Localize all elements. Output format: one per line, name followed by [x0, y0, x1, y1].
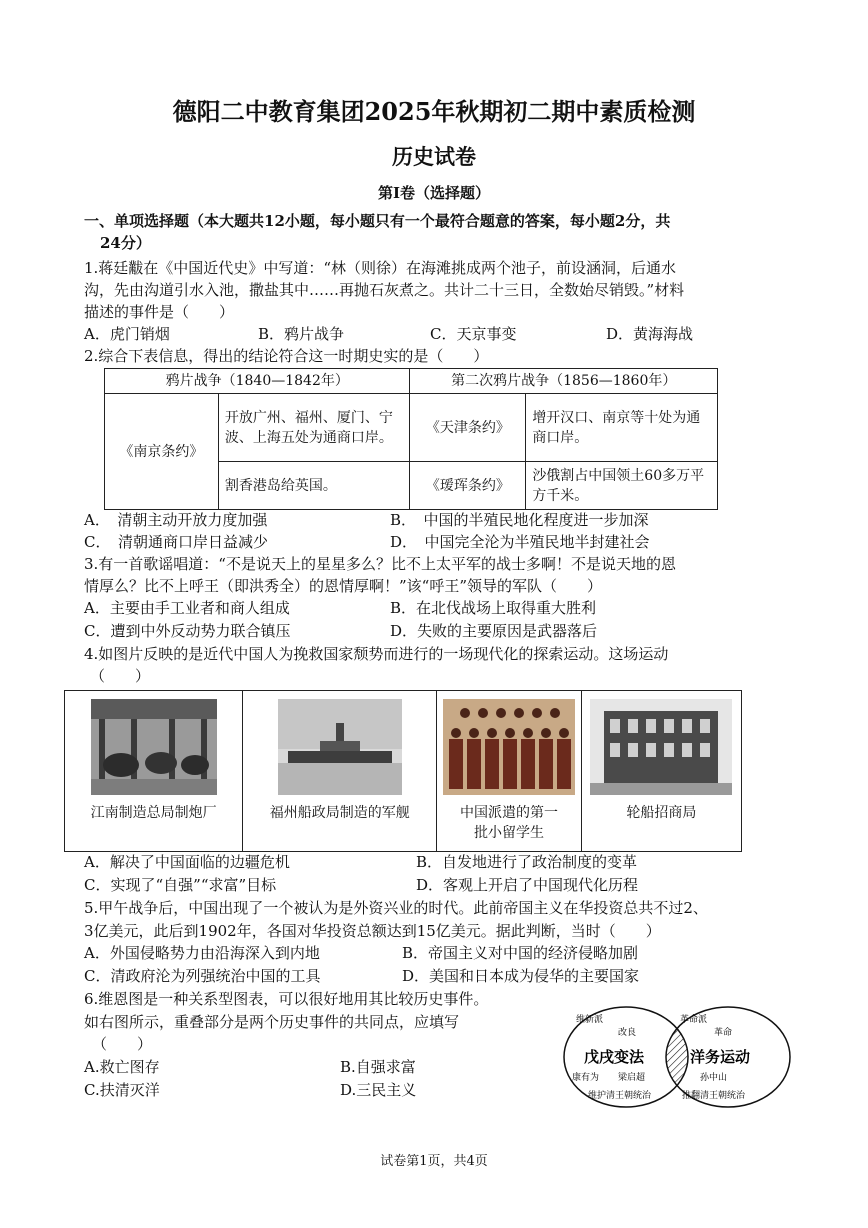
venn-left-label-4: 梁启超 — [618, 1073, 646, 1083]
q6-option-c: C.扶清灭洋 — [84, 1081, 160, 1099]
page-footer: 试卷第1页，共4页 — [380, 1154, 488, 1169]
q2-option-a: A． 清朝主动开放力度加强 — [84, 511, 268, 529]
treaty-table — [104, 368, 718, 510]
warship-photo — [278, 699, 402, 795]
venn-right-label-4: 推翻清王朝统治 — [682, 1091, 746, 1101]
q6-line2: 如右图所示，重叠部分是两个历史事件的共同点，应填写 — [84, 1013, 460, 1031]
q1-line1: 1.蒋廷黻在《中国近代史》中写道：“林（则徐）在海滩挑成两个池子，前设涵洞，后通水 — [84, 259, 676, 277]
exam-title: 德阳二中教育集团2025年秋期初二期中素质检测 — [172, 97, 696, 126]
q5-option-b: B．帝国主义对中国的经济侵略加剧 — [402, 944, 639, 962]
venn-left-label-2: 改良 — [618, 1028, 637, 1038]
q3-option-c: C．遭到中外反动势力联合镇压 — [84, 622, 291, 640]
caption-students: 中国派遣的第一批小留学生 — [460, 805, 559, 841]
photo-students — [437, 691, 581, 851]
q5-option-c: C．清政府沦为列强统治中国的工具 — [84, 967, 321, 985]
q6-line1: 6.维恩图是一种关系型图表，可以很好地用其比较历史事件。 — [84, 990, 489, 1008]
table-head-left: 鸦片战争（1840—1842年） — [105, 369, 410, 394]
venn-right-label-2: 革命 — [714, 1028, 733, 1038]
venn-left-label-5: 维护清王朝统治 — [588, 1091, 652, 1101]
treaty-aigun-territory: 沙俄割占中国领土60多万平方千米。 — [526, 462, 718, 510]
building-photo — [590, 699, 732, 795]
treaty-aigun: 《瑷珲条约》 — [410, 462, 526, 510]
q4-option-d: D．客观上开启了中国现代化历程 — [416, 876, 639, 894]
q3-option-d: D．失败的主要原因是武器落后 — [390, 622, 598, 640]
photo-jiangnan-arsenal — [65, 691, 243, 851]
q2-option-c: C． 清朝通商口岸日益减少 — [84, 533, 268, 551]
venn-diagram — [562, 1004, 792, 1110]
caption-fuzhou: 福州船政局制造的军舰 — [269, 805, 410, 821]
exam-subtitle: 历史试卷 — [392, 144, 476, 169]
treaty-tianjin: 《天津条约》 — [410, 394, 526, 462]
treaty-nanjing: 《南京条约》 — [105, 394, 219, 510]
q1-option-d: D．黄海海战 — [606, 325, 694, 343]
students-photo — [443, 699, 575, 795]
q3-line2: 情厚么？比不上呼王（即洪秀全）的恩情厚啊！”该“呼王”领导的军队（ ） — [84, 577, 603, 595]
q3-option-b: B．在北伐战场上取得重大胜利 — [390, 599, 597, 617]
q4-line1: 4.如图片反映的是近代中国人为挽救国家颓势而进行的一场现代化的探索运动。这场运动 — [84, 645, 669, 663]
q6-option-d: D.三民主义 — [340, 1081, 417, 1099]
treaty-nanjing-ports: 开放广州、福州、厦门、宁波、上海五处为通商口岸。 — [218, 394, 410, 462]
q4-line2: （ ） — [90, 667, 151, 685]
q2-option-b: B． 中国的半殖民地化程度进一步加深 — [390, 511, 649, 529]
q1-line3: 描述的事件是（ ） — [84, 303, 235, 321]
caption-jiangnan: 江南制造总局制炮厂 — [90, 805, 217, 821]
venn-left-label-1: 维新派 — [576, 1015, 604, 1025]
q4-option-a: A．解决了中国面临的边疆危机 — [84, 853, 290, 871]
q6-line3: （ ） — [92, 1035, 153, 1053]
q1-line2: 沟，先由沟道引水入池，撒盐其中……再抛石灰煮之。共计二十三日，全数始尽销毁。”材料 — [84, 281, 685, 299]
table-head-right: 第二次鸦片战争（1856—1860年） — [410, 369, 718, 394]
photo-strip — [64, 690, 742, 852]
q6-option-b: B.自强求富 — [340, 1058, 416, 1076]
q1-option-c: C．天京事变 — [430, 325, 517, 343]
factory-photo — [91, 699, 217, 795]
treaty-tianjin-ports: 增开汉口、南京等十处为通商口岸。 — [526, 394, 718, 462]
q5-option-d: D．美国和日本成为侵华的主要国家 — [402, 967, 640, 985]
section-title: 第I卷（选择题） — [377, 184, 491, 202]
venn-right-label-1: 革命派 — [680, 1015, 708, 1025]
venn-right-label-3: 孙中山 — [700, 1073, 728, 1083]
venn-right-title: 洋务运动 — [690, 1048, 751, 1066]
q4-option-c: C．实现了“自强”“求富”目标 — [84, 876, 277, 894]
photo-merchants-steam — [582, 691, 741, 851]
treaty-nanjing-hongkong: 割香港岛给英国。 — [218, 462, 410, 510]
photo-fuzhou-warship — [243, 691, 437, 851]
q5-line1: 5.甲午战争后，中国出现了一个被认为是外资兴业的时代。此前帝国主义在华投资总共不过2、 — [84, 899, 708, 917]
caption-merchants: 轮船招商局 — [626, 805, 697, 821]
q2-option-d: D． 中国完全沦为半殖民地半封建社会 — [390, 533, 650, 551]
q5-option-a: A．外国侵略势力由沿海深入到内地 — [84, 944, 320, 962]
q1-option-a: A．虎门销烟 — [84, 325, 170, 343]
q3-option-a: A．主要由手工业者和商人组成 — [84, 599, 290, 617]
q1-option-b: B．鸦片战争 — [258, 325, 345, 343]
part-heading-line2: 24分） — [100, 234, 151, 252]
venn-left-title: 戊戌变法 — [584, 1048, 645, 1066]
q4-option-b: B．自发地进行了政治制度的变革 — [416, 853, 638, 871]
venn-left-label-3: 康有为 — [572, 1073, 600, 1083]
q2-stem: 2.综合下表信息，得出的结论符合这一时期史实的是（ ） — [84, 347, 489, 365]
q6-option-a: A.救亡图存 — [84, 1058, 160, 1076]
q5-line2: 3亿美元，此后到1902年，各国对华投资总额达到15亿美元。据此判断，当时（ ） — [84, 922, 661, 940]
part-heading-line1: 一、单项选择题（本大题共12小题，每小题只有一个最符合题意的答案，每小题2分，共 — [84, 212, 671, 230]
q3-line1: 3.有一首歌谣唱道：“不是说天上的星星多么？比不上太平军的战士多啊！不是说天地的恩 — [84, 555, 676, 573]
